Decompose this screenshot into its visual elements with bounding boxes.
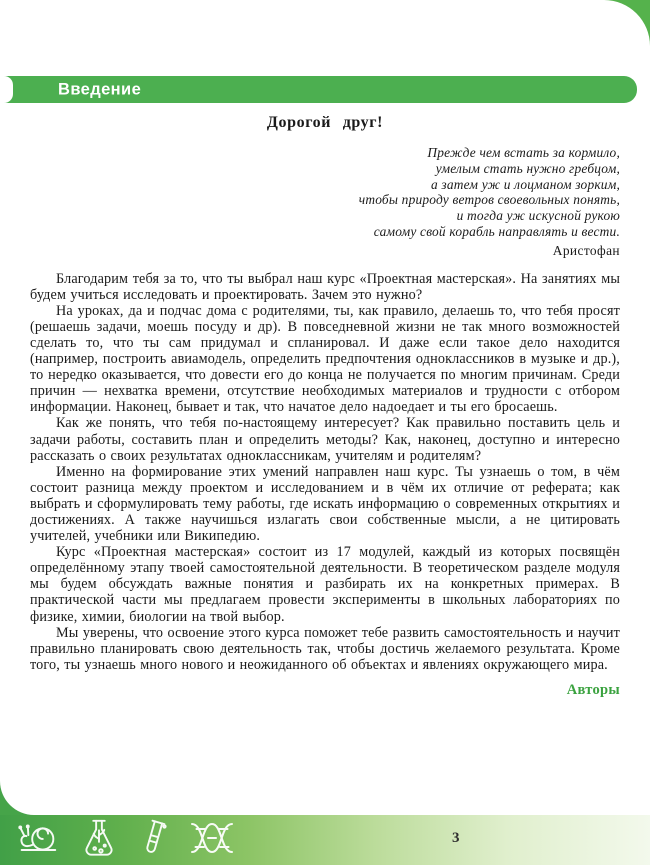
epigraph-line: Прежде чем встать за кормило, (427, 145, 620, 160)
body-text (30, 271, 620, 673)
footer-band (0, 815, 650, 865)
chapter-title: Введение (58, 80, 142, 98)
page-number: 3 (452, 830, 460, 846)
paragraph: Благодарим тебя за то, что ты выбрал наш курс «Проектная мастерская». На занятиях мы будем учиться исследовать и проектировать. Зачем это нужно? (30, 270, 620, 303)
paragraph: На уроках, да и подчас дома с родителями, ты, как правило, делаешь то, что тебя просят (решаешь задачи, моешь посуду и др). В повседневной жизни не так много возможностей сделать то, что ты сам придумал и спланировал. И даже если такое дело находится (например, построить авиамодель, определить предпочтения одноклассников в музыке и др.), то нередко оказывается, что довести его до конца не получается по многим причинам. Среди причин — нехватка времени, отсутствие необходимых материалов и трудности с отбором информации. Наконец, бывает и так, что начатое дело надоедает и ты его бросаешь. (30, 302, 620, 416)
flask-icon (78, 817, 120, 864)
footer-icon-row (12, 819, 236, 861)
paragraph: Как же понять, что тебя по-настоящему интересует? Как правильно поставить цель и задачи работы, составить план и определить методы? Как, наконец, доступно и интересно рассказать о своих результатах одноклассникам, учителям и родителям? (30, 415, 620, 464)
corner-decoration-top-right (604, 0, 650, 46)
corner-decoration-bottom-left (0, 781, 34, 815)
snail-icon (12, 818, 62, 863)
test-tube-icon (136, 817, 172, 864)
chapter-header-bar (0, 76, 637, 103)
paragraph: Мы уверены, что освоение этого курса поможет тебе развить самостоятельность и научит правильно планировать свою деятельность так, чтобы достичь желаемого результата. Кроме того, ты узнаешь много нового и неожиданного об объектах и явлениях окружающего мира. (30, 624, 620, 673)
authors-signature: Авторы (566, 681, 620, 698)
epigraph (30, 145, 620, 259)
epigraph-line: чтобы природу ветров своевольных понять, (358, 192, 620, 208)
epigraph-line: умелым стать нужно гребцом, (435, 160, 620, 176)
epigraph-line: и тогда уж искусной рукою (456, 208, 620, 224)
paragraph: Курс «Проектная мастерская» состоит из 17 модулей, каждый из которых посвящён определённому этапу твоей самостоятельной деятельности. В теоретическом разделе модуля мы будем обсуждать важные понятия и разбирать их на конкретных примерах. В практической части мы предлагаем провести эксперименты в школьных лабораториях по физике, химии, биологии на твой выбор. (30, 544, 620, 625)
epigraph-author: Аристофан (552, 242, 620, 258)
epigraph-line: а затем уж и лоцманом зорким, (430, 176, 620, 192)
page-title: Дорогой друг! (266, 114, 384, 131)
page-content (30, 112, 620, 699)
dna-icon (188, 819, 236, 862)
epigraph-line: самому свой корабль направлять и вести. (373, 223, 620, 239)
paragraph: Именно на формирование этих умений направлен наш курс. Ты узнаешь о том, в чём состоит разница между проектом и исследованием и в чём их отличие от реферата; как выбрать и сформулировать тему работы, где искать информацию о современных открытиях и достижениях. А также научишься излагать свои собственные мысли, а не цитировать учителей, учебники или Википедию. (30, 463, 620, 545)
